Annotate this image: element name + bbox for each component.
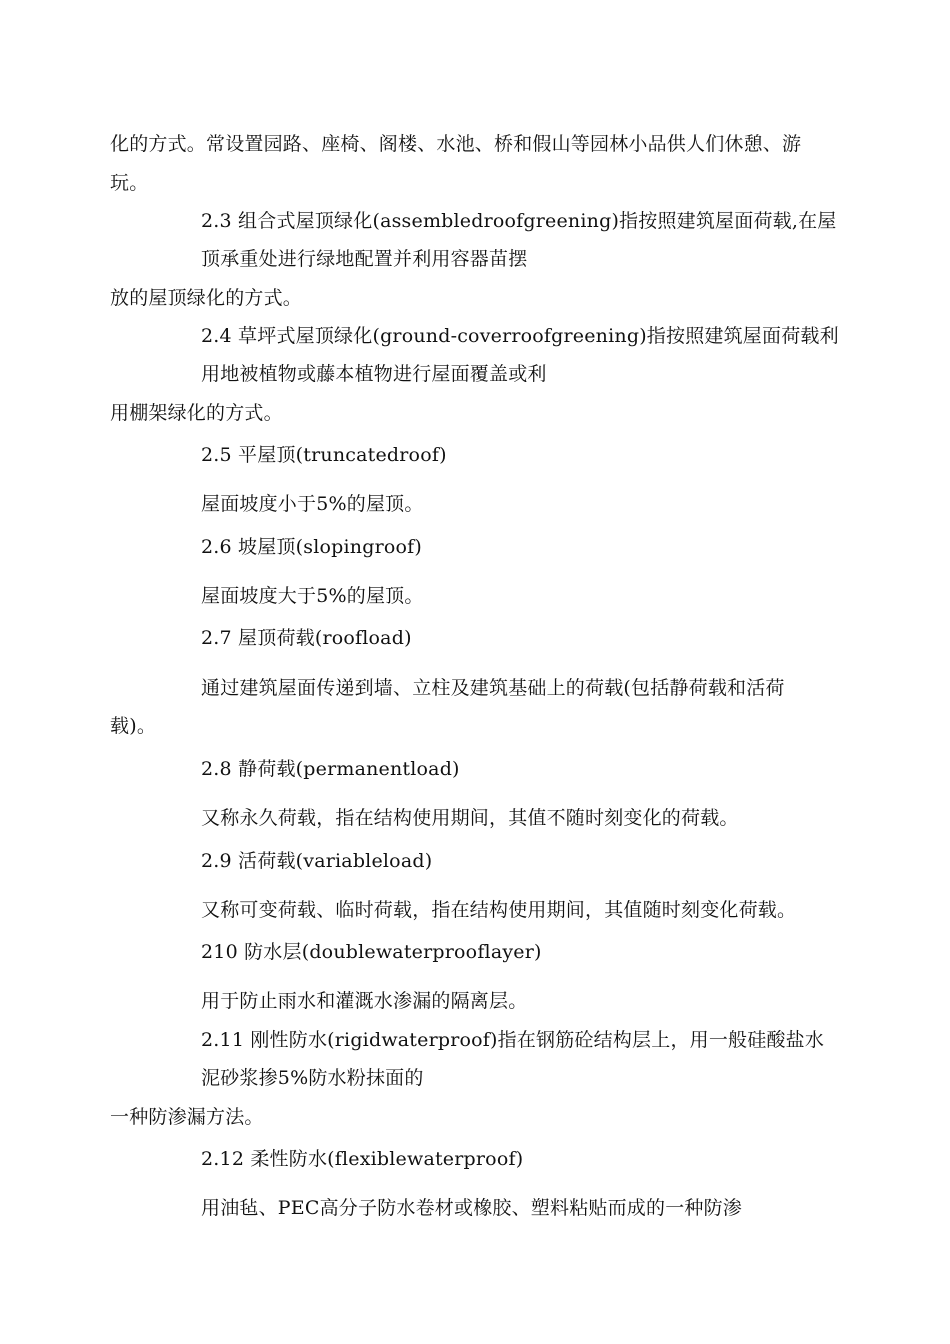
- section-heading-2-3: 2.3 组合式屋顶绿化(assembledroofgreening)指按照建筑屋面荷载,在屋: [201, 210, 837, 232]
- definition-text: 屋面坡度大于5%的屋顶。: [201, 585, 424, 607]
- definition-text: 通过建筑屋面传递到墙、立柱及建筑基础上的荷载(包括静荷载和活荷: [201, 677, 785, 699]
- definition-text: 用于防止雨水和灌溉水渗漏的隔离层。: [201, 990, 528, 1012]
- paragraph-line: 泥砂浆掺5%防水粉抹面的: [201, 1067, 424, 1089]
- paragraph-line: 放的屋顶绿化的方式。: [110, 287, 303, 309]
- section-heading-2-4: 2.4 草坪式屋顶绿化(ground-coverroofgreening)指按照建筑屋面荷载利: [201, 325, 839, 347]
- definition-text: 屋面坡度小于5%的屋顶。: [201, 493, 424, 515]
- section-heading-2-8: 2.8 静荷载(permanentload): [201, 758, 460, 780]
- paragraph-line: 用地被植物或藤本植物进行屋面覆盖或利: [201, 363, 547, 385]
- paragraph-line: 玩。: [110, 172, 149, 194]
- definition-text: 又称可变荷载、临时荷载，指在结构使用期间，其值随时刻变化荷载。: [201, 899, 797, 921]
- definition-text: 又称永久荷载，指在结构使用期间，其值不随时刻变化的荷载。: [201, 807, 739, 829]
- section-heading-2-10: 210 防水层(doublewaterprooflayer): [201, 941, 542, 963]
- section-heading-2-11: 2.11 刚性防水(rigidwaterproof)指在钢筋砼结构层上，用一般硅酸盐水: [201, 1029, 825, 1051]
- paragraph-line: 用棚架绿化的方式。: [110, 402, 283, 424]
- paragraph-line: 化的方式。常设置园路、座椅、阁楼、水池、桥和假山等园林小品供人们休憩、游: [110, 133, 802, 155]
- paragraph-line: 一种防渗漏方法。: [110, 1106, 264, 1128]
- section-heading-2-5: 2.5 平屋顶(truncatedroof): [201, 444, 447, 466]
- section-heading-2-12: 2.12 柔性防水(flexiblewaterproof): [201, 1148, 524, 1170]
- paragraph-line: 顶承重处进行绿地配置并利用容器苗摆: [201, 248, 528, 270]
- section-heading-2-7: 2.7 屋顶荷载(roofload): [201, 627, 412, 649]
- paragraph-line: 载)。: [110, 715, 157, 737]
- section-heading-2-9: 2.9 活荷载(variableload): [201, 850, 433, 872]
- definition-text: 用油毡、PEC高分子防水卷材或橡胶、塑料粘贴而成的一种防渗: [201, 1197, 742, 1219]
- section-heading-2-6: 2.6 坡屋顶(slopingroof): [201, 536, 422, 558]
